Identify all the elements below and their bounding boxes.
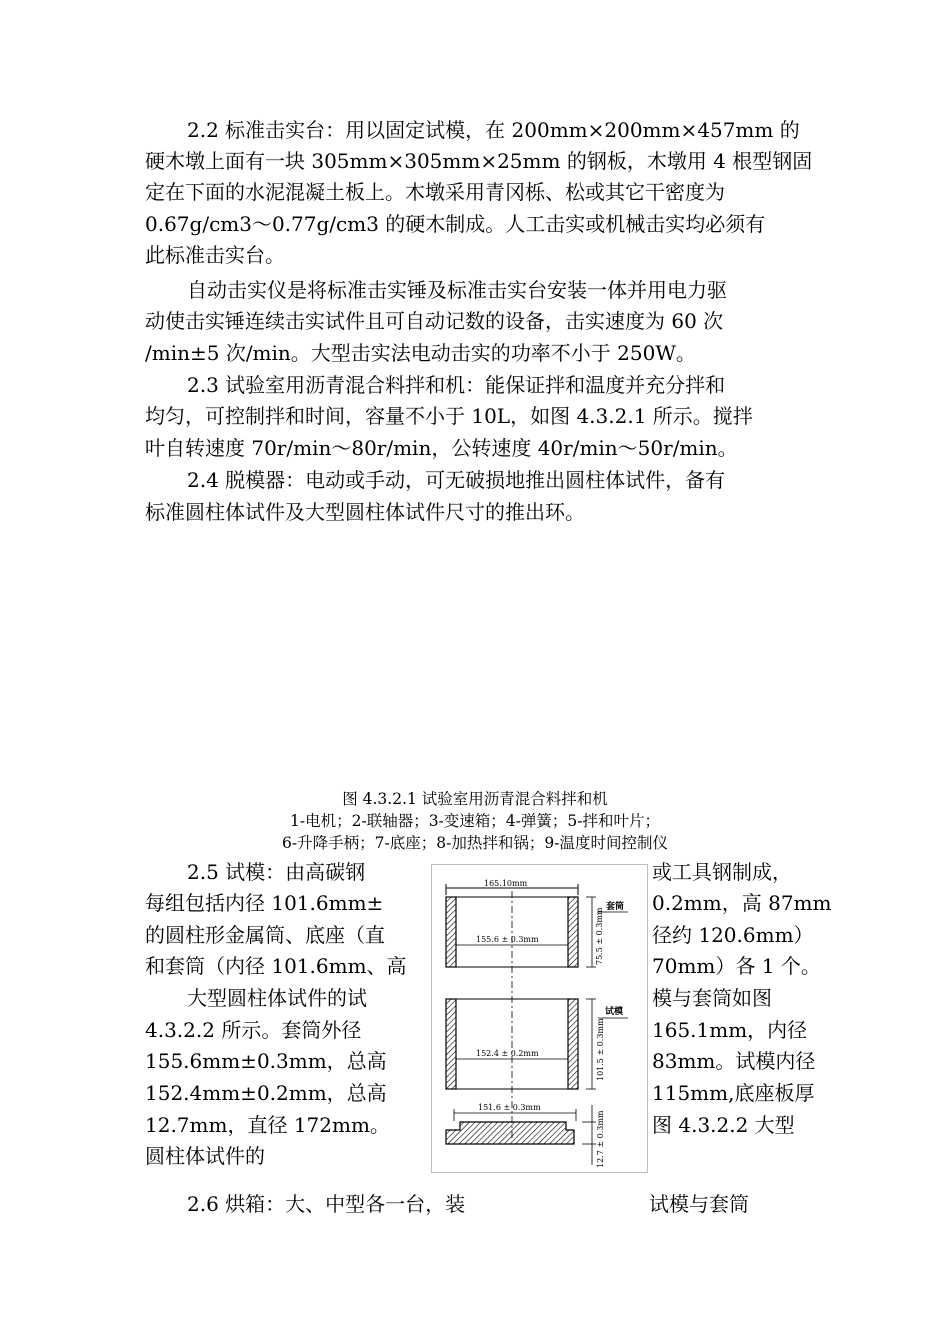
- right-col-line-3: 径约 120.6mm）: [652, 923, 814, 947]
- p23-line-1: 2.3 试验室用沥青混合料拌和机：能保证拌和温度并充分拌和: [187, 373, 726, 397]
- right-col-line-6: 165.1mm，内径: [652, 1018, 808, 1042]
- p26-line-right: 试模与套筒: [649, 1192, 749, 1216]
- right-col-line-7: 83mm。试模内径: [652, 1049, 816, 1073]
- mold-height-dim-label: 101.5 ± 0.3mm: [596, 1018, 605, 1081]
- figure-caption-legend-2: 6-升降手柄；7-底座；8-加热拌和锅；9-温度时间控制仪: [282, 834, 668, 852]
- mold-left-wall: [446, 999, 456, 1089]
- right-col-line-5: 模与套筒如图: [652, 986, 772, 1010]
- dim-top-label: 165.10mm: [484, 879, 528, 888]
- sleeve-left-wall: [446, 897, 456, 967]
- mold-base: [446, 1122, 574, 1144]
- left-col-line-1: 2.5 试模：由高碳钢: [187, 860, 366, 884]
- auto-line-2: 动使击实锤连续击实试件且可自动记数的设备，击实速度为 60 次: [145, 309, 724, 333]
- p22-line-5: 此标准击实台。: [145, 243, 285, 267]
- p23-line-3: 叶自转速度 70r/min～80r/min，公转速度 40r/min～50r/min。: [145, 436, 738, 460]
- base-width-dim-label: 151.6 ± 0.3mm: [478, 1103, 541, 1112]
- p22-line-4: 0.67g/cm3～0.77g/cm3 的硬木制成。人工击实或机械击实均必须有: [145, 212, 766, 236]
- mold-right-wall: [568, 999, 578, 1089]
- right-col-line-4: 70mm）各 1 个。: [652, 954, 821, 978]
- right-col-line-1: 或工具钢制成，: [652, 860, 792, 884]
- left-col-line-7: 155.6mm±0.3mm，总高: [145, 1049, 387, 1073]
- mold-sleeve-figure: [431, 864, 648, 1173]
- base-height-dim-label: 12.7 ± 0.3mm: [596, 1110, 605, 1168]
- right-col-line-9: 图 4.3.2.2 大型: [652, 1113, 795, 1137]
- left-col-line-8: 152.4mm±0.2mm，总高: [145, 1081, 387, 1105]
- sleeve-height-dim-label: 75.5 ± 0.3mm: [595, 907, 604, 965]
- left-col-line-6: 4.3.2.2 所示。套筒外径: [145, 1018, 362, 1042]
- left-col-line-10: 圆柱体试件的: [145, 1144, 265, 1168]
- left-col-line-9: 12.7mm，直径 172mm。: [145, 1113, 390, 1137]
- p22-line-2: 硬木墩上面有一块 305mm×305mm×25mm 的钢板，木墩用 4 根型钢固: [145, 149, 813, 173]
- auto-line-1: 自动击实仪是将标准击实锤及标准击实台安装一体并用电力驱: [187, 278, 727, 302]
- figure-caption-legend-1: 1-电机；2-联轴器；3-变速箱；4-弹簧；5-拌和叶片；: [290, 812, 660, 830]
- left-col-line-5: 大型圆柱体试件的试: [187, 986, 367, 1010]
- sleeve-inner-dim-label: 155.6 ± 0.3mm: [476, 935, 539, 944]
- left-col-line-3: 的圆柱形金属筒、底座（直: [145, 923, 385, 947]
- mold-label: 试模: [605, 1007, 624, 1017]
- p26-line-left: 2.6 烘箱：大、中型各一台，装: [187, 1192, 466, 1216]
- p24-line-2: 标准圆柱体试件及大型圆柱体试件尺寸的推出环。: [145, 500, 585, 524]
- right-col-line-2: 0.2mm，高 87mm: [652, 891, 832, 915]
- sleeve-right-wall: [568, 897, 578, 967]
- p22-line-1: 2.2 标准击实台：用以固定试模，在 200mm×200mm×457mm 的: [187, 118, 800, 142]
- p24-line-1: 2.4 脱模器：电动或手动，可无破损地推出圆柱体试件，备有: [187, 468, 726, 492]
- mold-inner-dim-label: 152.4 ± 0.2mm: [476, 1049, 539, 1058]
- p23-line-2: 均匀，可控制拌和时间，容量不小于 10L，如图 4.3.2.1 所示。搅拌: [145, 404, 753, 428]
- sleeve-label: 套筒: [606, 902, 625, 912]
- left-col-line-2: 每组包括内径 101.6mm±: [145, 891, 384, 915]
- p22-line-3: 定在下面的水泥混凝土板上。木墩采用青冈栎、松或其它干密度为: [145, 180, 725, 204]
- right-col-line-8: 115mm,底座板厚: [652, 1081, 815, 1105]
- figure-caption-title: 图 4.3.2.1 试验室用沥青混合料拌和机: [342, 790, 608, 808]
- auto-line-3: /min±5 次/min。大型击实法电动击实的功率不小于 250W。: [145, 341, 696, 365]
- mold-sleeve-drawing: [432, 865, 647, 1172]
- left-col-line-4: 和套筒（内径 101.6mm、高: [145, 954, 407, 978]
